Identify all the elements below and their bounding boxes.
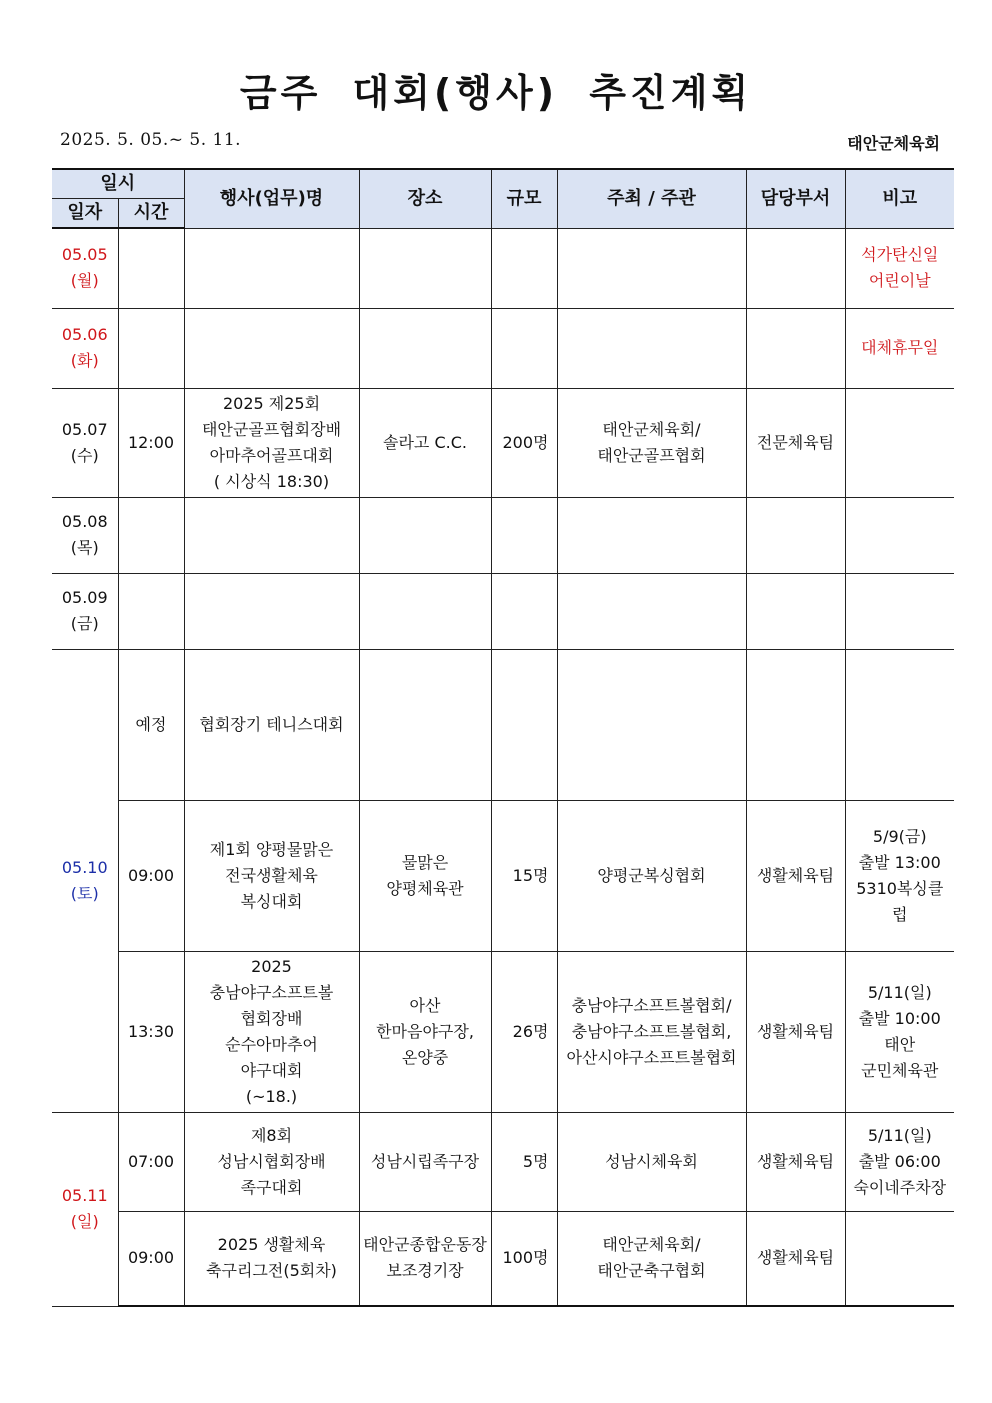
time-cell [118, 497, 184, 573]
date-line: (금) [70, 614, 99, 633]
header-host: 주최 / 주관 [557, 169, 746, 228]
host-cell [557, 228, 746, 308]
note-cell [845, 573, 954, 649]
event-line: 제8회 [250, 1125, 293, 1145]
event-cell [184, 497, 359, 573]
host-line: 태안군체육회/ [602, 419, 701, 439]
place-cell [359, 388, 491, 497]
period-range: 2025. 5. 05.~ 5. 11. [60, 130, 242, 150]
date-line: (수) [70, 445, 99, 465]
date-line: 05.11 [61, 1186, 108, 1205]
host-cell [557, 1211, 746, 1306]
scale-cell [491, 649, 557, 800]
note-line: 태안 [884, 1034, 916, 1054]
place-line: 아산 [409, 995, 441, 1015]
place-line: 물맑은 [401, 852, 449, 872]
host-line: 태안군골프협회 [597, 445, 706, 465]
note-cell [845, 649, 954, 800]
host-cell [557, 497, 746, 573]
note-line: 군민체육관 [861, 1060, 939, 1080]
host-cell [557, 800, 746, 951]
table-row [52, 649, 954, 800]
host-cell [557, 573, 746, 649]
event-cell [184, 951, 359, 1112]
schedule-table [52, 168, 954, 1307]
table-row [52, 951, 954, 1112]
note-cell [845, 308, 954, 388]
schedule-body [52, 228, 954, 1306]
event-line: 2025 [251, 956, 292, 976]
dept-cell [746, 308, 845, 388]
date-line: 05.08 [61, 512, 108, 531]
dept-cell: 전문체육팀 [746, 388, 845, 497]
date-line: 05.07 [61, 419, 108, 439]
note-cell [845, 951, 954, 1112]
scale-cell: 5명 [491, 1112, 557, 1211]
host-line: 충남야구소프트볼협회, [571, 1021, 732, 1041]
dept-cell: 생활체육팀 [746, 1112, 845, 1211]
table-row [52, 1211, 954, 1306]
event-line: 야구대회 [240, 1060, 303, 1080]
note-cell [845, 497, 954, 573]
event-line: 아마추어골프대회 [209, 445, 334, 465]
place-line: 한마음야구장, [376, 1021, 474, 1041]
date-line: (목) [70, 538, 99, 557]
note-line: 5/9(금) [872, 826, 927, 846]
event-line: 복싱대회 [240, 891, 303, 911]
scale-cell [491, 228, 557, 308]
note-line: 출발 10:00 [858, 1008, 941, 1028]
date-line: (화) [70, 351, 99, 370]
time-cell: 09:00 [118, 800, 184, 951]
date-cell [52, 649, 118, 1112]
header-dept: 담당부서 [746, 169, 845, 228]
place-cell [359, 228, 491, 308]
note-line: 어린이날 [868, 271, 931, 290]
place-line: 양평체육관 [386, 878, 464, 898]
dept-cell [746, 497, 845, 573]
place-cell [359, 573, 491, 649]
note-cell [845, 1112, 954, 1211]
header-date: 일자 [52, 199, 118, 229]
event-line: 축구리그전(5회차) [206, 1261, 337, 1281]
place-cell [359, 497, 491, 573]
organization-name: 태안군체육회 [847, 134, 940, 153]
date-cell [52, 573, 118, 649]
event-cell [184, 388, 359, 497]
note-cell [845, 800, 954, 951]
event-line: 제1회 양평물맑은 [209, 839, 334, 859]
time-cell: 09:00 [118, 1211, 184, 1306]
host-line: 아산시야구소프트볼협회 [566, 1047, 737, 1067]
table-row [52, 228, 954, 308]
scale-cell: 100명 [491, 1211, 557, 1306]
note-line: 출발 06:00 [858, 1151, 941, 1171]
header-time: 시간 [118, 199, 184, 229]
date-cell [52, 388, 118, 497]
event-line: 전국생활체육 [225, 865, 318, 885]
date-cell [52, 308, 118, 388]
table-row [52, 1112, 954, 1211]
event-line: 성남시협회장배 [217, 1151, 326, 1171]
scale-cell [491, 497, 557, 573]
scale-cell: 200명 [491, 388, 557, 497]
host-cell [557, 951, 746, 1112]
scale-cell: 26명 [491, 951, 557, 1112]
table-row [52, 497, 954, 573]
time-cell: 예정 [118, 649, 184, 800]
table-row [52, 388, 954, 497]
place-line: 온양중 [401, 1047, 449, 1067]
place-cell [359, 308, 491, 388]
event-cell [184, 308, 359, 388]
place-cell [359, 1112, 491, 1211]
place-line: 솔라고 C.C. [383, 432, 467, 452]
table-row [52, 573, 954, 649]
host-line: 태안군체육회/ [602, 1235, 701, 1255]
note-cell [845, 228, 954, 308]
place-cell [359, 951, 491, 1112]
place-cell [359, 1211, 491, 1306]
table-row [52, 800, 954, 951]
header-datetime: 일시 [52, 169, 184, 199]
event-line: 순수아마추어 [225, 1034, 318, 1054]
note-line: 5310복싱클럽 [856, 878, 944, 924]
event-cell [184, 649, 359, 800]
host-line: 양평군복싱협회 [597, 865, 706, 885]
dept-cell: 생활체육팀 [746, 951, 845, 1112]
date-cell [52, 497, 118, 573]
header-scale: 규모 [491, 169, 557, 228]
event-line: 족구대회 [240, 1177, 303, 1197]
dept-cell [746, 228, 845, 308]
date-line: 05.05 [61, 245, 108, 265]
note-line: 숙이네주차장 [853, 1177, 947, 1197]
time-cell: 07:00 [118, 1112, 184, 1211]
date-line: 05.09 [61, 588, 108, 607]
event-cell [184, 228, 359, 308]
page-title: 금주 대회(행사) 추진계획 [239, 71, 753, 115]
note-cell [845, 388, 954, 497]
header-note: 비고 [845, 169, 954, 228]
time-cell: 12:00 [118, 388, 184, 497]
host-line: 충남야구소프트볼협회/ [571, 995, 732, 1015]
host-line: 성남시체육회 [605, 1151, 698, 1171]
place-cell [359, 649, 491, 800]
event-line: 2025 제25회 [222, 393, 321, 413]
time-cell: 13:30 [118, 951, 184, 1112]
header-event: 행사(업무)명 [184, 169, 359, 228]
event-line: 충남야구소프트볼 [209, 982, 334, 1002]
host-cell [557, 388, 746, 497]
time-cell [118, 308, 184, 388]
table-row [52, 308, 954, 388]
date-cell [52, 1112, 118, 1306]
date-line: 05.06 [61, 325, 108, 344]
event-line: 협회장배 [240, 1008, 303, 1028]
note-cell [845, 1211, 954, 1306]
note-line: 출발 13:00 [858, 852, 941, 872]
event-cell [184, 1211, 359, 1306]
scale-cell [491, 573, 557, 649]
event-line: 태안군골프협회장배 [201, 419, 342, 439]
event-cell [184, 1112, 359, 1211]
event-cell [184, 800, 359, 951]
event-line: 협회장기 테니스대회 [199, 714, 344, 734]
place-line: 보조경기장 [386, 1261, 464, 1281]
place-line: 성남시립족구장 [370, 1151, 480, 1171]
dept-cell: 생활체육팀 [746, 800, 845, 951]
date-line: (일) [70, 1212, 99, 1231]
time-cell [118, 228, 184, 308]
note-line: 석가탄신일 [861, 245, 939, 264]
event-cell [184, 573, 359, 649]
date-cell [52, 228, 118, 308]
event-line: ( 시상식 18:30) [213, 471, 330, 491]
place-cell [359, 800, 491, 951]
date-line: (월) [70, 271, 99, 291]
note-line: 5/11(일) [867, 982, 932, 1002]
host-line: 태안군축구협회 [597, 1261, 706, 1281]
event-line: 2025 생활체육 [217, 1235, 326, 1255]
host-cell [557, 1112, 746, 1211]
note-line: 대체휴무일 [861, 338, 939, 357]
place-line: 태안군종합운동장 [363, 1235, 487, 1255]
date-line: (토) [70, 883, 99, 903]
header-place: 장소 [359, 169, 491, 228]
date-line: 05.10 [61, 857, 108, 877]
note-line: 5/11(일) [867, 1125, 932, 1145]
event-line: (~18.) [245, 1086, 298, 1106]
time-cell [118, 573, 184, 649]
scale-cell: 15명 [491, 800, 557, 951]
scale-cell [491, 308, 557, 388]
host-cell [557, 308, 746, 388]
dept-cell [746, 573, 845, 649]
dept-cell: 생활체육팀 [746, 1211, 845, 1306]
dept-cell [746, 649, 845, 800]
host-cell [557, 649, 746, 800]
